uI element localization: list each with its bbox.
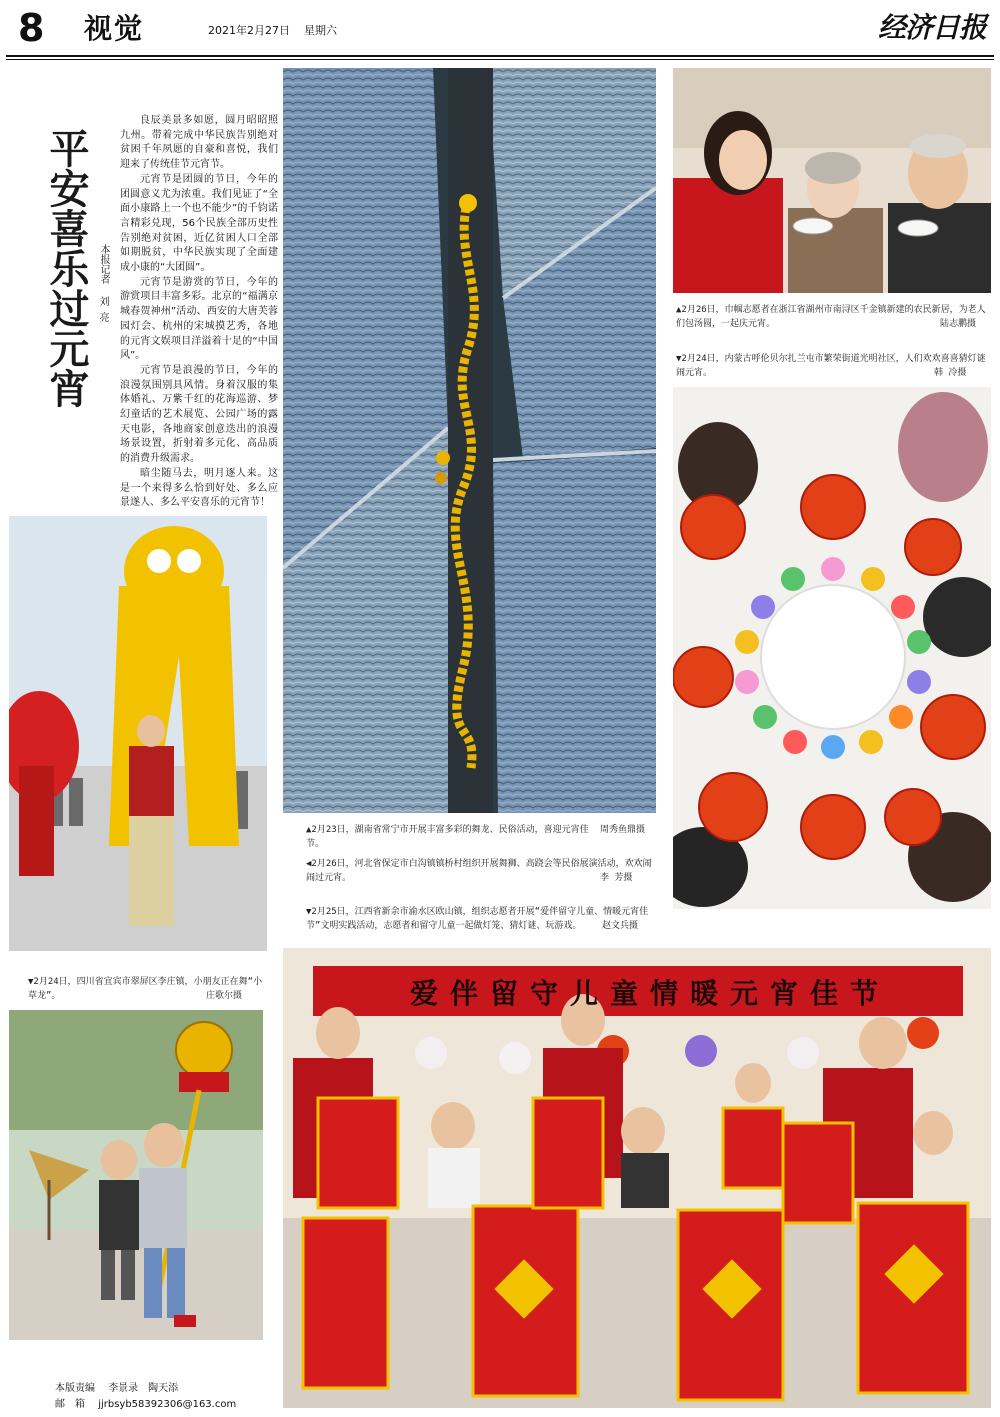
dragon-aerial-photo xyxy=(283,68,656,813)
headline: 平安喜乐过元宵 xyxy=(43,128,89,408)
banner-text: 爱伴留守儿童情暖元宵佳节 xyxy=(409,977,890,1010)
caption-sichuan: ▼2月24日，四川省宜宾市翠屏区李庄镇，小朋友正在舞“小草龙”。 xyxy=(28,977,263,1001)
byline: 本报记者 xyxy=(98,244,109,284)
lanterns-overhead-photo xyxy=(673,387,991,909)
masthead-rule-thin xyxy=(6,59,994,60)
caption-lanterns-overhead: ▼2月24日，内蒙古呼伦贝尔扎兰屯市繁荣街道光明社区，人们欢欢喜喜猜灯谜闹元宵。 xyxy=(676,354,986,378)
masthead-rule xyxy=(6,55,994,57)
credit-dragon: 周秀鱼鼎摄 xyxy=(600,825,646,835)
paragraph: 暗尘随马去，明月逐人来。这是一个来得多么恰到好处、多么应景遂人、多么平安喜乐的元宵节！ xyxy=(120,467,278,509)
paragraph: 元宵节是游赏的节日，今年的游赏项目丰富多彩。北京的“福满京城春贺神州”活动、西安的大唐芙蓉园灯会、杭州的宋城摸艺秀，各地的元宵文娱项目洋溢着十足的“中国风”。 xyxy=(120,276,278,362)
paragraph: 元宵节是浪漫的节日，今年的浪漫氛围别具风情。身着汉服的集体婚礼、万紫千红的花海巡游、梦幻童话的艺术展览、公园广场的露天电影，各地商家创意迭出的浪漫场景设置，折射着多元化、高品质的消费升级需求。 xyxy=(120,364,278,465)
caption-jiangxi: ▼2月25日，江西省新余市渝水区欧山镇，组织志愿者开展“爱伴留守儿童、情暖元宵佳节”文明实践活动，志愿者和留守儿童一起做灯笼、猜灯谜、玩游戏。 xyxy=(306,907,649,931)
paragraph: 元宵节是团圆的节日，今年的团圆意义尤为浓重。我们见证了“全面小康路上一个也不能少”的千钧诺言精彩兑现，56个民族全部历史性告别绝对贫困，近亿贫困人口全部如期脱贫，中华民族实现了全面建成小康的“大团圆”。 xyxy=(120,173,278,274)
lion-dance-photo xyxy=(9,516,267,951)
editor-names: 李景录 陶天添 xyxy=(108,1383,179,1394)
email-address[interactable]: jjrbsyb58392306@163.com xyxy=(98,1399,237,1410)
credit-jiangxi: 赵文兵摄 xyxy=(602,921,639,931)
article-body xyxy=(120,114,278,511)
credit-sichuan: 庄歌尔摄 xyxy=(206,991,243,1001)
issue-date: 2021年2月27日 xyxy=(208,24,290,37)
page-number: 8 xyxy=(18,6,45,50)
footer-email xyxy=(55,1397,236,1413)
editor-label: 本版责编 xyxy=(55,1383,95,1394)
credit-lanterns-overhead: 韩 冷摄 xyxy=(934,368,967,378)
credit-grandparents: 陆志鹏摄 xyxy=(940,319,977,329)
footer-editor xyxy=(55,1381,178,1397)
caption-dragon: ▲2月23日，湖南省常宁市开展丰富多彩的舞龙、民俗活动，喜迎元宵佳节。 xyxy=(306,825,589,849)
email-label: 邮 箱 xyxy=(55,1399,85,1410)
caption-grandparents: ▲2月26日，巾帼志愿者在浙江省湖州市南浔区千金镇新建的农民新居，为老人们包汤圆，一起庆元宵。 xyxy=(676,305,986,329)
newspaper-logo: 经济日报 xyxy=(877,11,986,44)
grandparents-photo xyxy=(673,68,991,293)
grass-dragon-kids-photo xyxy=(9,1010,263,1340)
section-title: 视觉 xyxy=(84,12,145,45)
reporter-name: 刘亮 xyxy=(97,296,108,328)
credit-hebei: 李 芳摄 xyxy=(600,873,633,883)
issue-weekday: 星期六 xyxy=(304,24,337,37)
paragraph: 良辰美景多如愿，圆月昭昭照九州。带着完成中华民族告别绝对贫困千年夙愿的自豪和喜悦，我们迎来了传统佳节元宵节。 xyxy=(120,115,278,171)
caption-hebei: ◀2月26日，河北省保定市白沟镇镇桥村组织开展舞狮、高跷会等民俗展演活动，欢欢闹闹过元宵。 xyxy=(306,859,652,883)
volunteers-lanterns-photo xyxy=(283,948,991,1408)
